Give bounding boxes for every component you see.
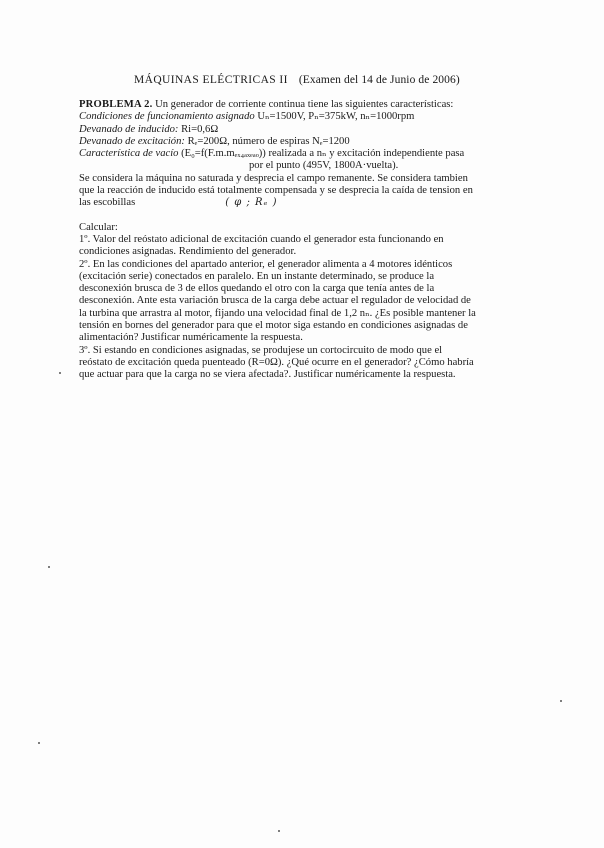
excitation-line (79, 136, 519, 148)
excitation-label: Devanado de excitación: (79, 135, 185, 147)
q2-line-3: desconexión brusca de 3 de ellos quedando el otro con la carga que tenía antes de la (79, 283, 435, 295)
scan-speck (59, 372, 61, 374)
q2-line-7: alimentación? Justificar numéricamente la respuesta. (79, 332, 303, 344)
assumption-line-1: Se considera la máquina no saturada y desprecia el campo remanente. Se considera tambien (79, 172, 468, 184)
armature-line (79, 124, 519, 136)
q2-line-6: tensión en bornes del generador para que el motor siga estando en condiciones asignadas de (79, 320, 468, 332)
problem-body (79, 99, 519, 382)
conditions-value: Uₙ=1500V, Pₙ=375kW, nₙ=1000rpm (257, 111, 415, 123)
exam-date: (Examen del 14 de Junio de 2006) (298, 74, 460, 86)
q3-line-3: que actuar para que la carga no se viera afectada?. Justificar numéricamente la respuesta. (79, 369, 456, 381)
q2-line-1: 2º. En las condiciones del apartado anterior, el generador alimenta a 4 motores idénticos (79, 258, 453, 270)
q2-line-5: la turbina que arrastra al motor, fijando una velocidad final de 1,2 nₙ. ¿Es posible mantener la (79, 307, 476, 319)
assumption-line-2: que la reacción de inducido está totalmente compensada y se desprecia la caída de tension en (79, 185, 473, 197)
handwritten-note: ( φ ; Rₑ ) (225, 197, 278, 209)
q2-line-4: desconexión. Ante esta variación brusca de la carga debe actuar el regulador de velocidad de (79, 295, 471, 307)
scan-speck (38, 742, 40, 744)
q2-line-2: (excitación serie) conectados en paralelo. En un instante determinado, se produce la (79, 270, 435, 282)
document-title (134, 74, 494, 86)
problem-intro: Un generador de corriente continua tiene las siguientes características: (155, 99, 454, 110)
assumption-text-3: las escobillas (79, 197, 136, 209)
noload-line (79, 148, 519, 160)
assumption-line-3 (79, 197, 519, 209)
armature-label: Devanado de inducido: (79, 123, 179, 135)
conditions-label: Condiciones de funcionamiento asignado (79, 111, 255, 123)
excitation-value: Rₑ=200Ω, número de espiras Nₑ=1200 (187, 135, 350, 147)
noload-value: (E₀=f(F.m.mₑₓ₄ₐₓₑₐₒ)) realizada a nₙ y excitación independiente pasa (181, 148, 465, 160)
problem-heading-line (79, 99, 519, 111)
conditions-line (79, 111, 519, 123)
scan-speck (278, 830, 280, 832)
noload-line-2: por el punto (495V, 1800A·vuelta). (249, 160, 399, 172)
q1-line-2: condiciones asignadas. Rendimiento del generador. (79, 246, 297, 258)
q3-line-1: 3º. Si estando en condiciones asignadas, se produjese un cortocircuito de modo que el (79, 344, 443, 356)
q3-line-2: reóstato de excitación queda puenteado (R=0Ω). ¿Qué ocurre en el generador? ¿Cómo habría (79, 356, 474, 368)
armature-value: Ri=0,6Ω (181, 123, 219, 135)
spacer (79, 210, 519, 222)
noload-label: Característica de vacío (79, 148, 179, 160)
scan-speck (48, 566, 50, 568)
problem-heading: PROBLEMA 2. (79, 99, 153, 110)
scan-speck (560, 700, 562, 702)
course-title: MÁQUINAS ELÉCTRICAS II (134, 74, 288, 86)
q1-line-1: 1º. Valor del reóstato adicional de excitación cuando el generador esta funcionando en (79, 233, 444, 245)
calc-label: Calcular: (79, 221, 118, 233)
